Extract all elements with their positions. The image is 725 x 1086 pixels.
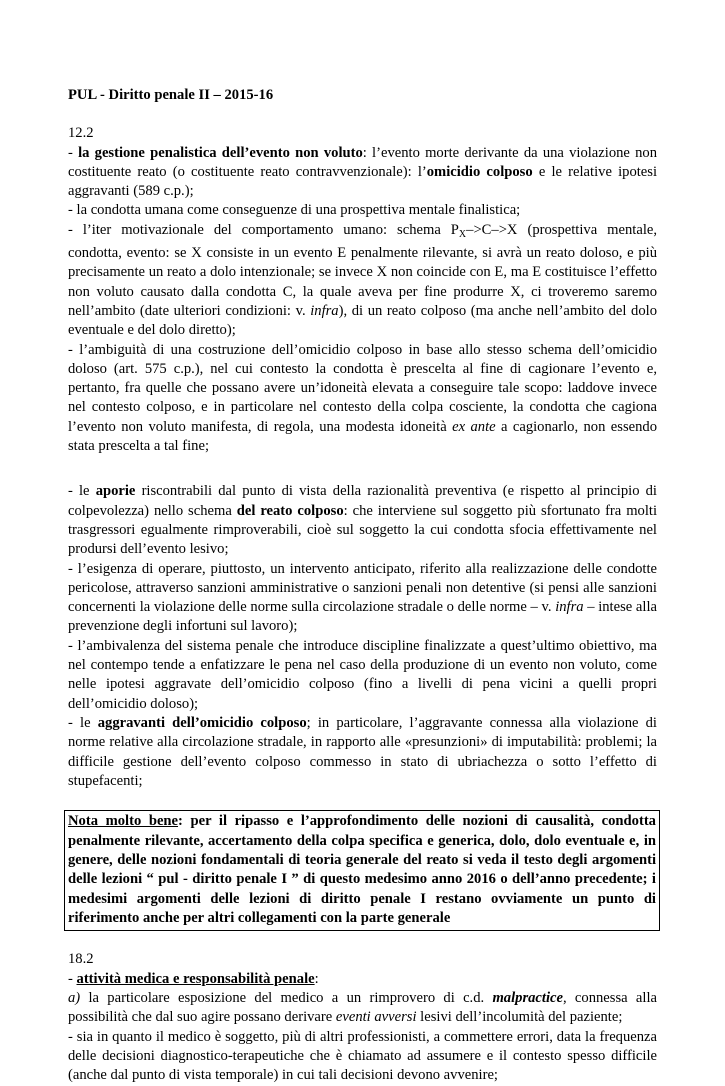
- text-run: - l’iter motivazionale del comportamento umano: schema P: [68, 221, 459, 238]
- dash: -: [68, 970, 77, 987]
- bold-term: omicidio colposo: [426, 163, 533, 180]
- text-run: - le: [68, 483, 96, 500]
- text-run: - l’esigenza di operare, piuttosto, un intervento anticipato, riferito alla realizzazione delle condotte pericolose, attraverso sanzioni amministrative o sanzioni penali non detentive (si pensi alle sanzioni concernenti la violazione delle norme sulla circolazione stradale o delle norme – v.: [68, 560, 657, 616]
- bold-term: del reato colposo: [236, 502, 344, 519]
- section-date-18-2: 18.2: [68, 951, 94, 968]
- paragraph: [68, 970, 657, 989]
- document-page: [68, 86, 657, 1086]
- document-title: PUL - Diritto penale II – 2015-16: [68, 87, 274, 103]
- text-run: riscontrabili dal punto di vista della razionalità preventiva (e rispetto al principio di colpevolezza) nello schema: [68, 483, 657, 519]
- section-date-12-2: 12.2: [68, 125, 94, 142]
- text-run: : l’evento morte derivante da una violazione non costituente reato (o costituente reato contravvenzionale): l’: [68, 144, 657, 180]
- text-run: : che interviene sul soggetto più sfortunato fra molti trasgressori egualmente rimproverabili, cioè sul soggetto la cui condotta sfocia effettivamente nel prodursi dell’evento lesivo;: [68, 502, 658, 558]
- text-run: ), di un reato colposo (ma anche nell’ambito del dolo eventuale e del dolo diretto);: [68, 302, 657, 339]
- bold-heading: attività medica e responsabilità penale: [76, 970, 315, 987]
- italic-term: infra: [310, 302, 339, 319]
- subscript: X: [458, 228, 467, 240]
- bold-heading: la gestione penalistica dell’evento non voluto: [78, 144, 363, 161]
- paragraph: [68, 341, 657, 457]
- text-run: , connessa alla possibilità che dal suo agire possano derivare: [68, 990, 657, 1026]
- bold-italic-term: malpractice: [492, 990, 563, 1007]
- paragraph: - sia in quanto il medico è soggetto, più di altri professionisti, a commettere errori, data la frequenza delle decisioni diagnostico-terapeutiche che è chiamato ad assumere e il contesto spesso difficile (anche dal punto di vista temporale) in cui tali decisioni devono avvenire;: [68, 1028, 657, 1084]
- paragraph: [68, 560, 657, 637]
- text-run: – intese alla prevenzione degli infortuni sul lavoro);: [68, 599, 657, 635]
- nota-bene-label: Nota molto bene: [68, 813, 179, 830]
- dash: -: [68, 144, 79, 161]
- italic-term: infra: [555, 599, 584, 616]
- bold-term: aporie: [95, 483, 136, 500]
- bold-term: aggravanti dell’omicidio colposo: [97, 714, 307, 731]
- paragraph: [68, 714, 657, 791]
- nota-bene-box: [64, 810, 660, 931]
- spacer: [68, 456, 657, 482]
- text-run: lesivi dell’incolumità del paziente;: [416, 1009, 623, 1026]
- paragraph: [68, 989, 657, 1028]
- paragraph: [68, 482, 657, 559]
- text-run: –>C–>X (prospettiva mentale, condotta, evento: se X consiste in un evento E penalmente rilevante, si avrà un reato doloso, e più precisamente un reato a dolo intenzionale; se invece X non coincide con E, ma E costituisce l’effetto non voluto causato dalla condotta C, la quale aveva per fine produrre X, ci troveremo saremo nell’ambito (date ulteriori condizioni: v.: [68, 221, 657, 319]
- paragraph: [68, 221, 657, 341]
- text-run: a cagionarlo, non essendo stata prescelta a tal fine;: [68, 418, 657, 455]
- spacer: [68, 791, 657, 810]
- text-run: ; in particolare, l’aggravante connessa alla violazione di norme relative alla circolazione stradale, in rapporto alle «presunzioni» di imputabilità: problemi; la difficile gestione dell’evento colposo commesso in stato di ubriachezza o sotto l’effetto di stupefacenti;: [68, 714, 657, 789]
- text-run: - le: [68, 714, 98, 731]
- nota-bene-text: : per il ripasso e l’approfondimento delle nozioni di causalità, condotta penalmente rilevante, accertamento della colpa specifica e generica, dolo, dolo eventuale e, in genere, delle nozioni fondamentali di teoria generale del reato si veda il testo degli argomenti delle lezioni “ pul - diritto penale I ” di questo medesimo anno 2016 o dell’anno precedente; i medesimi argomenti delle lezioni di diritto penale I restano ovviamente un punto di riferimento anche per altri collegamenti con la parte generale: [68, 813, 656, 926]
- text-run: :: [314, 970, 319, 987]
- list-marker: a): [68, 990, 81, 1007]
- paragraph: - la condotta umana come conseguenze di una prospettiva mentale finalistica;: [68, 202, 521, 219]
- italic-term: ex ante: [452, 418, 496, 435]
- paragraph: [68, 144, 657, 202]
- italic-term: eventi avversi: [335, 1009, 417, 1026]
- text-run: la particolare esposizione del medico a un rimprovero di c.d.: [80, 990, 493, 1007]
- text-run: e le relative ipotesi aggravanti (589 c.p.);: [68, 163, 658, 200]
- paragraph: - l’ambivalenza del sistema penale che introduce discipline finalizzate a quest’ultimo obiettivo, ma nel contempo tende a enfatizzare le pena nel caso della produzione di un evento non voluto, come nelle ipotesi aggravate dell’omicidio colposo (fino a livelli di pena vicini a quelli propri dell’omicidio doloso);: [68, 637, 657, 712]
- spacer: [68, 931, 657, 950]
- text-run: - l’ambiguità di una costruzione dell’omicidio colposo in base allo stesso schema dell’omicidio doloso (art. 575 c.p.), nel cui contesto la condotta è prescelta al fine di cagionare l’evento e, pertanto, fra quelle che possano avere un’idoneità elevata a conseguire tale scopo: laddove invece nel contesto colposo, e in particolare nel contesto della colpa cosciente, la condotta che cagiona l’evento non voluto manifesta, di regola, una modesta idoneità: [68, 341, 657, 435]
